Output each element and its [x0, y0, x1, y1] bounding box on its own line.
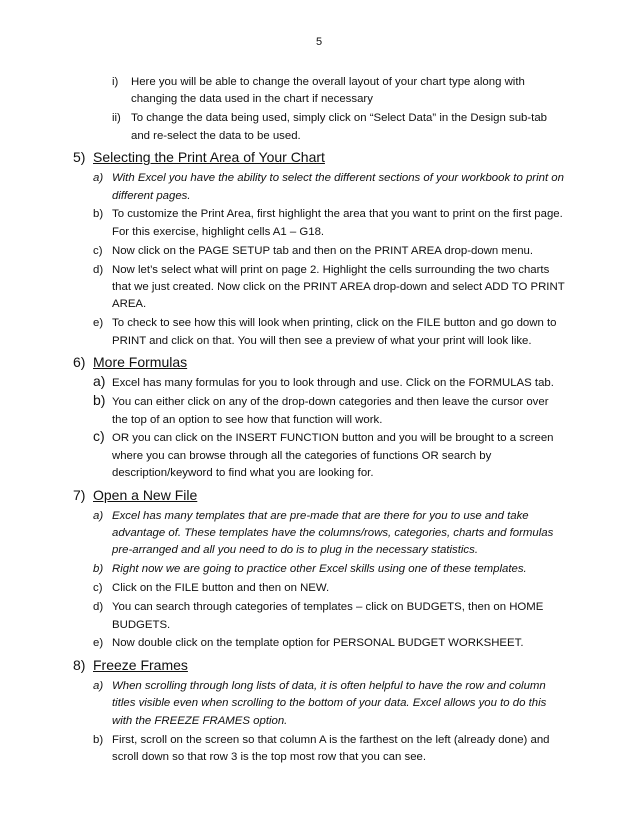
section-number: 7)	[73, 486, 86, 503]
intro-item	[0, 110, 638, 145]
section-heading	[0, 656, 638, 675]
list-item-text: To check to see how this will look when printing, click on the FILE button and go down to PRINT and click on that. You will then see a preview of what your print will look like.	[112, 317, 557, 347]
section-title: Freeze Frames	[93, 656, 188, 673]
list-item-text: To customize the Print Area, first highlight the area that you want to print on the first page. For this exercise, highlight cells A1 – G18.	[112, 208, 563, 238]
list-item-marker: c)	[93, 428, 105, 445]
list-item-text: You can search through categories of templates – click on BUDGETS, then on HOME BUDGETS.	[112, 601, 544, 631]
list-item-text: Excel has many formulas for you to look through and use. Click on the FORMULAS tab.	[112, 377, 554, 390]
list-item	[0, 508, 638, 560]
list-item	[0, 561, 638, 578]
list-item-marker: a)	[93, 509, 104, 522]
list-item-marker: a)	[93, 172, 104, 185]
section-number: 5)	[73, 149, 86, 166]
list-item	[0, 315, 638, 350]
list-item	[0, 430, 638, 482]
list-item-marker: a)	[93, 373, 106, 390]
section-title: Open a New File	[93, 486, 198, 503]
list-item	[0, 580, 638, 597]
section-heading	[0, 486, 638, 505]
list-item-text: You can either click on any of the drop-down categories and then leave the cursor over the top of an option to see how that function will work.	[112, 396, 549, 426]
section-number: 8)	[73, 656, 86, 673]
section-heading	[0, 353, 638, 372]
document-body	[0, 74, 638, 768]
list-item	[0, 394, 638, 429]
list-item-marker: b)	[93, 563, 104, 576]
list-item-marker: c)	[93, 582, 103, 595]
list-item-text: Excel has many templates that are pre-made that are there for you to use and take advantage of. These templates have the columns/rows, categories, charts and formulas pre-arranged and all you need to do is to plug in the necessary statistics.	[112, 509, 554, 557]
list-item-text: Click on the FILE button and then on NEW.	[112, 582, 330, 595]
page-number: 5	[315, 36, 323, 48]
section-title: Selecting the Print Area of Your Chart	[93, 149, 325, 166]
section-number: 6)	[73, 354, 86, 371]
list-item-marker: a)	[93, 679, 104, 692]
list-item-marker: c)	[93, 244, 103, 257]
list-item	[0, 262, 638, 314]
list-item-text: OR you can click on the INSERT FUNCTION button and you will be brought to a screen where you can browse through all the categories of functions OR search by description/keyword to find what you are looking for.	[112, 432, 554, 480]
list-item	[0, 599, 638, 634]
intro-item-marker: ii)	[112, 112, 121, 125]
list-item-text: Right now we are going to practice other Excel skills using one of these templates.	[112, 563, 527, 576]
list-item-text: With Excel you have the ability to select the different sections of your workbook to print on different pages.	[112, 172, 564, 202]
intro-item-marker: i)	[112, 76, 119, 88]
list-item-marker: e)	[93, 317, 104, 330]
section-heading	[0, 148, 638, 167]
list-item-marker: b)	[93, 392, 106, 409]
intro-item	[0, 74, 638, 109]
list-item	[0, 206, 638, 241]
list-item	[0, 635, 638, 652]
list-item-text: First, scroll on the screen so that column A is the farthest on the left (already done) and scroll down so that row 3 is the top most row that you can see.	[112, 733, 550, 763]
list-item	[0, 678, 638, 730]
list-item	[0, 732, 638, 767]
list-item	[0, 243, 638, 260]
list-item-marker: b)	[93, 733, 104, 746]
list-item-marker: d)	[93, 263, 104, 276]
list-item-text: Now double click on the template option for PERSONAL BUDGET WORKSHEET.	[112, 637, 524, 650]
list-item	[0, 170, 638, 205]
list-item-marker: b)	[93, 208, 104, 221]
list-item-marker: d)	[93, 601, 104, 614]
list-item-text: Now let’s select what will print on page 2. Highlight the cells surrounding the two charts that we just created. Now click on the PRINT AREA drop-down and select ADD TO PRINT AREA.	[112, 263, 565, 311]
list-item-text: Now click on the PAGE SETUP tab and then on the PRINT AREA drop-down menu.	[112, 244, 534, 257]
intro-item-text: Here you will be able to change the overall layout of your chart type along with changing the data used in the chart if necessary	[131, 76, 525, 106]
list-item-marker: e)	[93, 637, 104, 650]
intro-item-text: To change the data being used, simply click on “Select Data” in the Design sub-tab and re-select the data to be used.	[131, 112, 547, 142]
list-item-text: When scrolling through long lists of data, it is often helpful to have the row and column titles visible even when scrolling to the bottom of your data. Excel allows you to do this with the FREEZE FRAMES option.	[112, 679, 547, 727]
list-item	[0, 375, 638, 392]
section-title: More Formulas	[93, 354, 188, 371]
